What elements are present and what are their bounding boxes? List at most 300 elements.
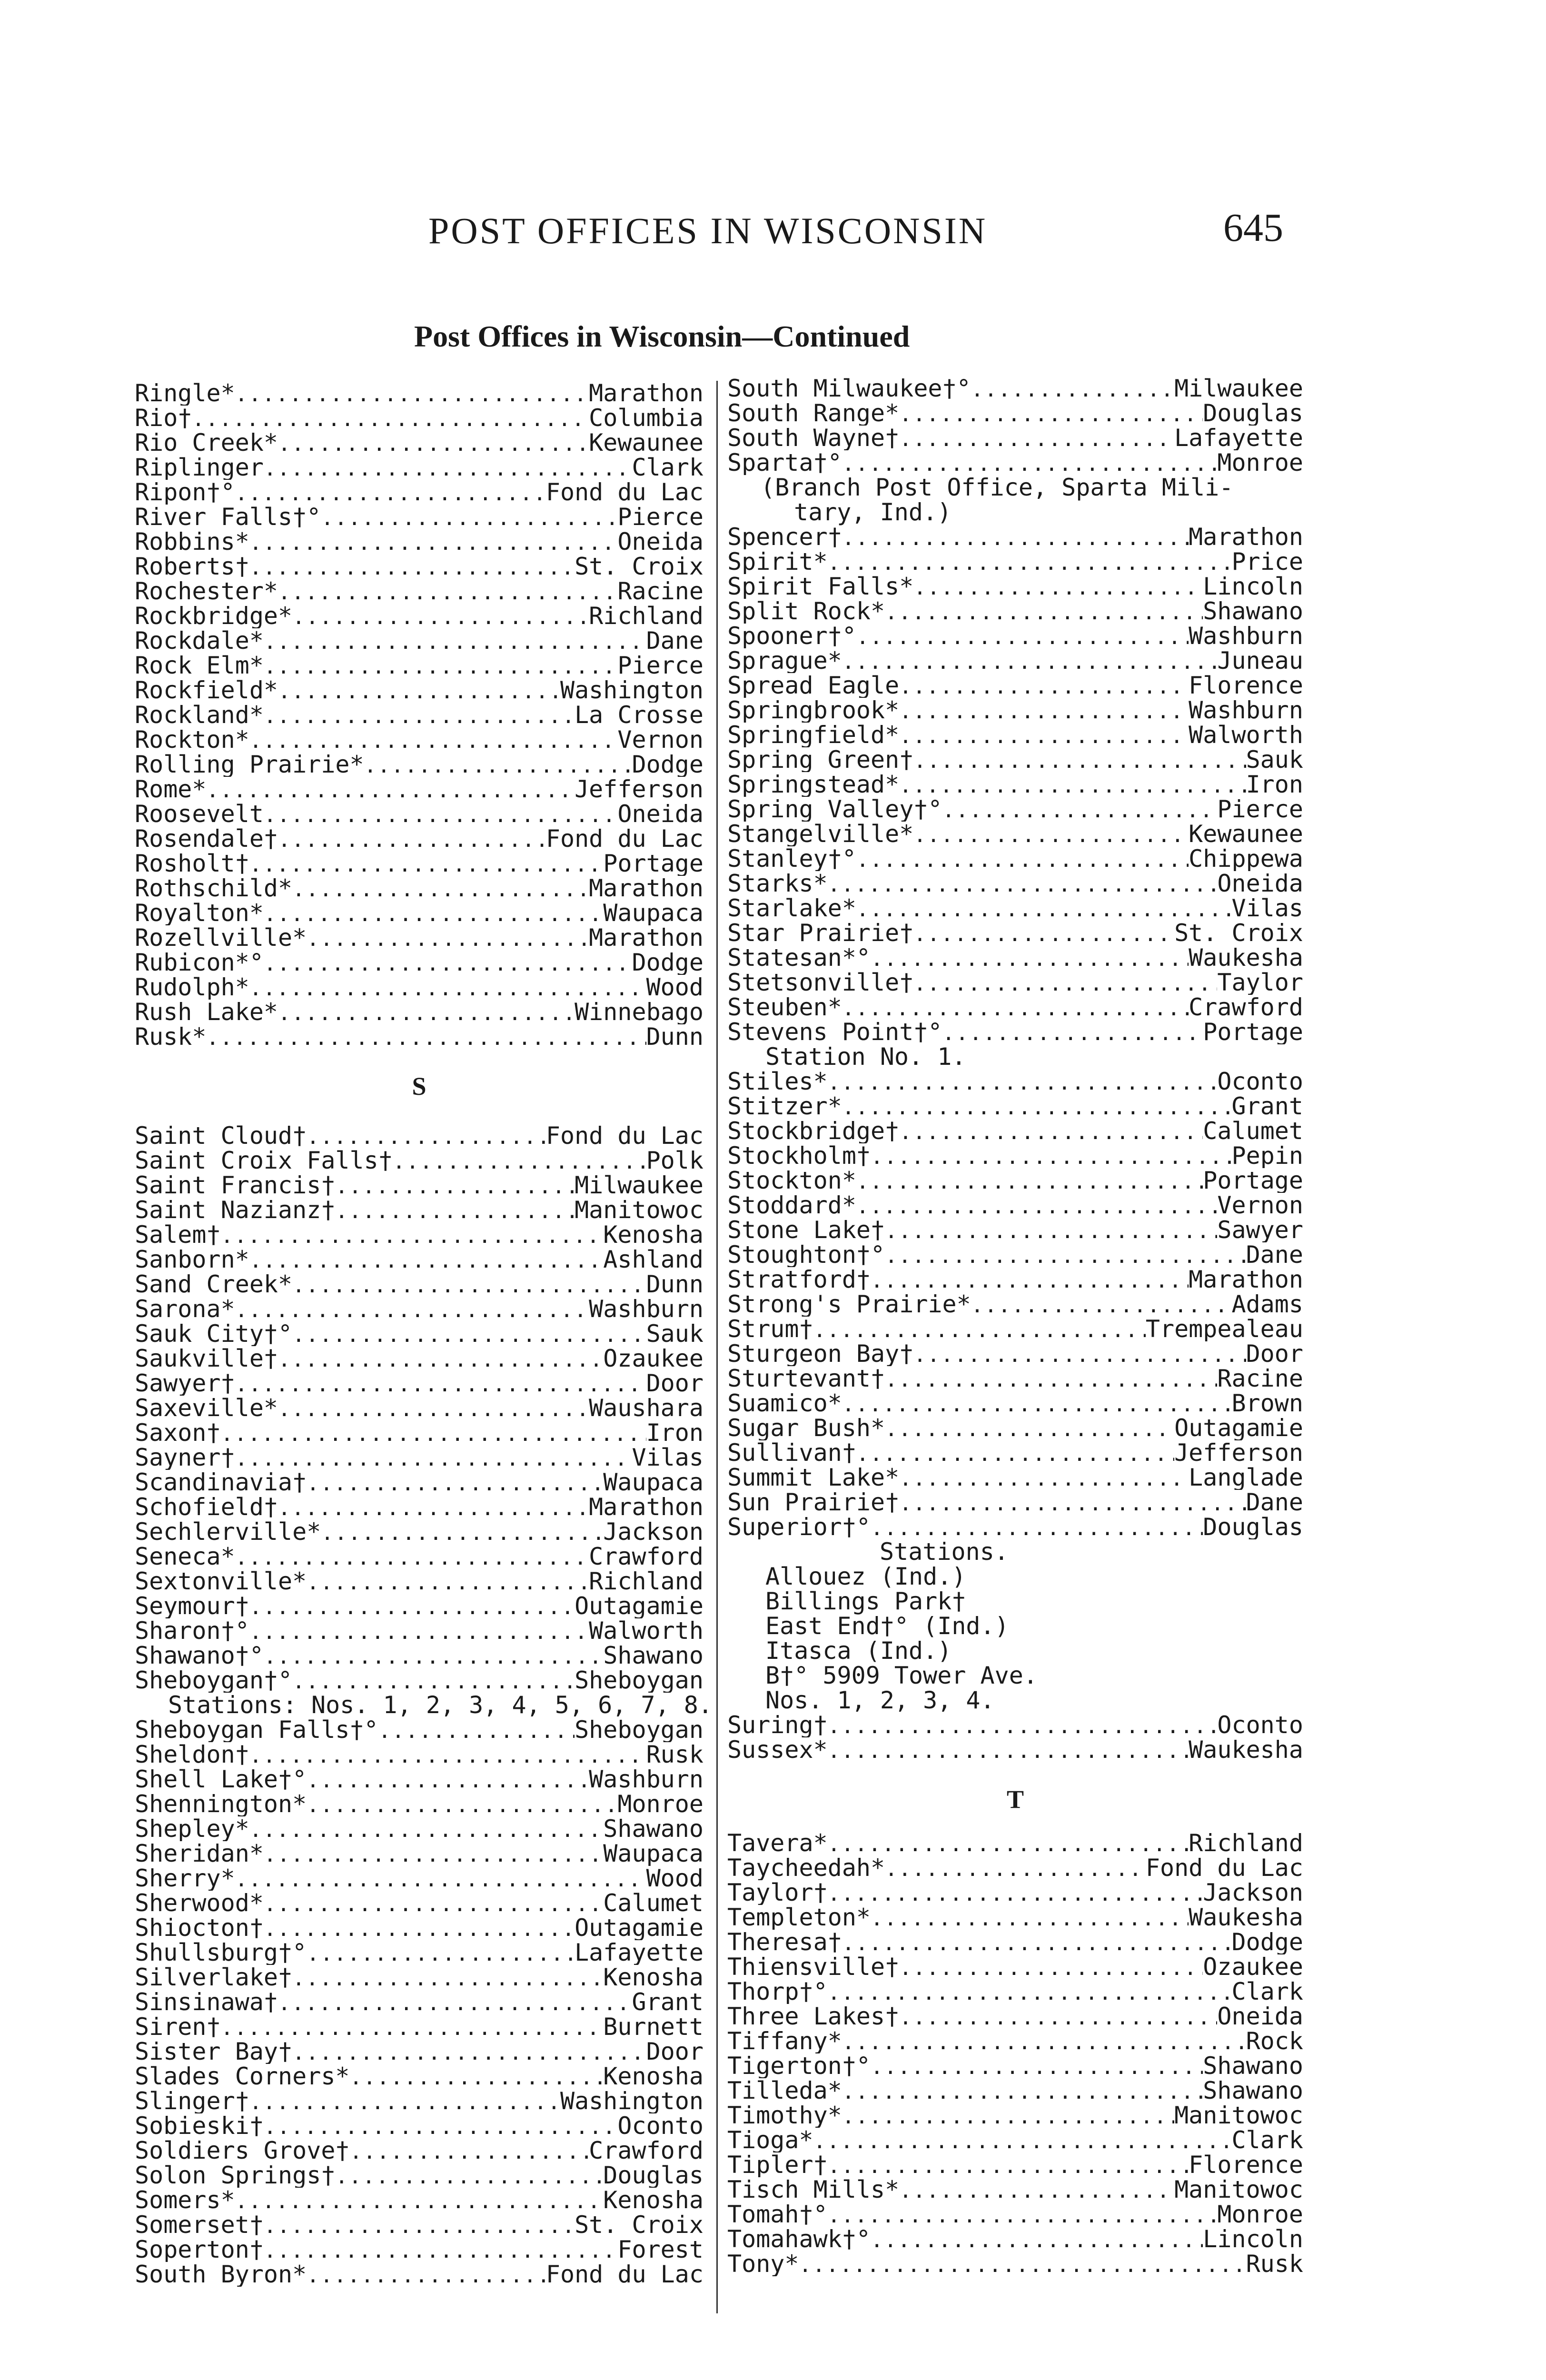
county-name: Waukesha — [1189, 1905, 1303, 1930]
county-name: Pierce — [617, 653, 704, 678]
post-office-entry — [727, 2128, 1303, 2152]
post-office-name: Rothschild* — [135, 876, 293, 901]
dot-leader — [264, 2115, 617, 2138]
county-name: Washburn — [1189, 624, 1303, 648]
post-office-entry — [727, 1737, 1303, 1762]
post-office-name: Saint Francis† — [135, 1173, 336, 1198]
station-note: B†° 5909 Tower Ave. — [765, 1662, 1038, 1689]
superior-stations-label: Stations. — [880, 1538, 1009, 1566]
post-office-entry — [135, 1519, 704, 1544]
county-name: Pepin — [1231, 1143, 1303, 1168]
post-office-entry — [727, 1366, 1303, 1391]
dot-leader — [842, 452, 1218, 475]
dot-leader — [828, 1981, 1232, 2004]
county-name: Lafayette — [575, 1940, 704, 1965]
post-office-entry — [727, 2152, 1303, 2177]
spacer — [135, 1099, 704, 1123]
dot-leader — [249, 1249, 603, 1272]
post-office-entry — [135, 1940, 704, 1965]
s-entries-list-c — [727, 1069, 1303, 1539]
county-name: Door — [1246, 1341, 1303, 1366]
dot-leader — [307, 927, 589, 950]
dot-leader — [292, 877, 589, 901]
post-office-entry — [135, 802, 704, 826]
post-office-name: Solon Springs† — [135, 2163, 336, 2188]
post-office-entry — [727, 1391, 1303, 1416]
county-name: Marathon — [589, 925, 704, 950]
post-office-name: Stoughton†° — [727, 1242, 885, 1267]
county-name: Outagamie — [1174, 1416, 1303, 1440]
post-office-entry — [727, 1465, 1303, 1490]
post-office-entry — [727, 1143, 1303, 1168]
dot-leader — [335, 2164, 603, 2188]
dot-leader — [971, 1293, 1232, 1317]
dot-leader — [264, 456, 632, 480]
dot-leader — [192, 407, 589, 430]
dot-leader — [899, 1956, 1203, 1979]
post-office-entry — [727, 549, 1303, 574]
post-office-entry — [727, 945, 1303, 970]
post-office-name: Tipler† — [727, 2152, 828, 2177]
post-office-name: Sayner† — [135, 1445, 235, 1470]
county-name: Waupaca — [603, 1470, 704, 1495]
dot-leader — [899, 402, 1203, 426]
dot-leader — [249, 853, 603, 876]
dot-leader — [292, 1966, 603, 1990]
post-office-entry — [727, 525, 1303, 549]
column-divider — [716, 381, 718, 2313]
dot-leader — [913, 1343, 1246, 1366]
county-name: Vilas — [632, 1445, 704, 1470]
county-name: Vernon — [617, 727, 704, 752]
dot-leader — [828, 2203, 1218, 2227]
post-office-entry — [135, 752, 704, 777]
dot-leader — [235, 1867, 646, 1891]
post-office-entry — [135, 2237, 704, 2262]
post-office-entry — [727, 921, 1303, 945]
post-office-name: Rockbridge* — [135, 604, 293, 628]
post-office-entry — [135, 1717, 704, 1742]
county-name: Rusk — [1246, 2251, 1303, 2276]
post-office-entry — [135, 1618, 704, 1643]
dot-leader — [828, 2154, 1189, 2177]
dot-leader — [264, 1892, 603, 1915]
post-office-name: Sugar Bush* — [727, 1416, 885, 1440]
county-name: Chippewa — [1189, 846, 1303, 871]
post-office-entry — [727, 648, 1303, 673]
county-name: Marathon — [589, 1495, 704, 1519]
dot-leader — [307, 1768, 589, 1792]
post-office-name: Rosholt† — [135, 851, 249, 876]
post-office-name: Tilleda* — [727, 2078, 842, 2103]
post-office-entry — [727, 871, 1303, 896]
dot-leader — [885, 1219, 1217, 1242]
post-office-entry — [135, 1222, 704, 1247]
post-office-entry — [135, 1643, 704, 1668]
county-name: Langlade — [1189, 1465, 1303, 1490]
post-office-name: Sheboygan†° — [135, 1668, 293, 1693]
dot-leader — [871, 2228, 1203, 2251]
county-name: Washburn — [589, 1297, 704, 1321]
post-office-name: Shullsburg†° — [135, 1940, 307, 1965]
post-office-entry — [135, 1544, 704, 1569]
county-name: Vilas — [1231, 896, 1303, 921]
post-office-entry — [135, 1891, 704, 1915]
dot-leader — [321, 506, 617, 529]
county-name: Fond du Lac — [1145, 1855, 1303, 1880]
dot-leader — [235, 1372, 646, 1396]
post-office-entry — [727, 1218, 1303, 1242]
county-name: Racine — [617, 579, 704, 604]
post-office-name: Sand Creek* — [135, 1272, 293, 1297]
dot-leader — [235, 382, 589, 406]
post-office-name: Strong's Prairie* — [727, 1292, 971, 1317]
dot-leader — [828, 1832, 1189, 1855]
dot-leader — [885, 1368, 1217, 1391]
t-entries-list — [727, 1831, 1303, 2276]
county-name: Milwaukee — [575, 1173, 704, 1198]
dot-leader — [350, 2065, 604, 2089]
dot-leader — [278, 580, 617, 604]
post-office-entry — [727, 1416, 1303, 1440]
post-office-entry — [135, 1990, 704, 2014]
dot-leader — [813, 1318, 1146, 1341]
post-office-name: Statesan*° — [727, 945, 871, 970]
post-office-entry — [135, 1445, 704, 1470]
dot-leader — [842, 2030, 1246, 2053]
county-name: Monroe — [1217, 2202, 1303, 2227]
county-name: Richland — [1189, 1831, 1303, 1855]
dot-leader — [899, 1491, 1246, 1515]
dot-leader — [264, 630, 646, 653]
post-office-entry — [727, 1317, 1303, 1341]
post-office-entry — [727, 1440, 1303, 1465]
post-office-entry — [135, 430, 704, 455]
dot-leader — [828, 873, 1218, 896]
county-name: Waukesha — [1189, 945, 1303, 970]
dot-leader — [221, 1224, 604, 1247]
dot-leader — [871, 1906, 1189, 1930]
dot-leader — [378, 1719, 575, 1742]
post-office-entry — [727, 1905, 1303, 1930]
dot-leader — [249, 1595, 575, 1618]
dot-leader — [828, 1882, 1203, 1905]
dot-leader — [264, 1645, 603, 1668]
post-office-name: Rockdale* — [135, 628, 264, 653]
county-name: Monroe — [617, 1792, 704, 1816]
post-office-name: Scandinavia† — [135, 1470, 307, 1495]
post-office-name: Seymour† — [135, 1594, 249, 1618]
county-name: Clark — [1231, 2128, 1303, 2152]
post-office-name: Tioga* — [727, 2128, 813, 2152]
dot-leader — [842, 650, 1218, 673]
county-name: Racine — [1217, 1366, 1303, 1391]
dot-leader — [335, 1199, 575, 1222]
post-office-entry — [727, 1267, 1303, 1292]
post-office-entry — [135, 1371, 704, 1396]
dot-leader — [885, 600, 1203, 624]
dot-leader — [249, 1620, 589, 1643]
county-name: Shawano — [1203, 2053, 1303, 2078]
post-office-entry — [135, 2113, 704, 2138]
post-office-name: Saxeville* — [135, 1396, 278, 1420]
county-name: Clark — [632, 455, 704, 480]
dot-leader — [856, 1442, 1174, 1465]
post-office-entry — [727, 723, 1303, 747]
county-name: Waukesha — [1189, 1737, 1303, 1762]
dot-leader — [913, 823, 1189, 846]
post-office-entry — [135, 901, 704, 925]
post-office-entry — [727, 1930, 1303, 1954]
post-office-name: Sun Prairie† — [727, 1490, 900, 1515]
post-office-name: Templeton* — [727, 1905, 871, 1930]
post-office-name: South Range* — [727, 401, 900, 426]
county-name: Washburn — [1189, 698, 1303, 723]
post-office-entry — [135, 1594, 704, 1618]
post-office-name: Rolling Prairie* — [135, 752, 364, 777]
post-office-entry — [135, 1866, 704, 1891]
county-name: Oconto — [1217, 1713, 1303, 1737]
post-office-entry — [135, 628, 704, 653]
post-office-entry — [135, 1148, 704, 1173]
station-note: Billings Park† — [765, 1587, 966, 1615]
county-name: Marathon — [589, 381, 704, 406]
post-office-entry — [135, 1297, 704, 1321]
county-name: Wood — [646, 975, 704, 1000]
dot-leader — [828, 551, 1232, 574]
dot-leader — [292, 1273, 646, 1297]
post-office-name: Stanley†° — [727, 846, 856, 871]
county-name: Price — [1231, 549, 1303, 574]
sheboygan-stations-note: Stations: Nos. 1, 2, 3, 4, 5, 6, 7, 8. — [168, 1691, 713, 1719]
dot-leader — [307, 1793, 617, 1816]
post-office-name: Tiffany* — [727, 2029, 842, 2053]
county-name: Crawford — [1189, 995, 1303, 1020]
county-name: Oconto — [617, 2113, 704, 2138]
dot-leader — [278, 1991, 632, 2014]
county-name: Brown — [1231, 1391, 1303, 1416]
post-office-entry — [727, 1242, 1303, 1267]
post-office-entry — [135, 703, 704, 727]
station-note: Itasca (Ind.) — [765, 1637, 952, 1665]
post-office-name: Taylor† — [727, 1880, 828, 1905]
dot-leader — [871, 1269, 1189, 1292]
county-name: Florence — [1189, 673, 1303, 698]
post-office-name: Silverlake† — [135, 1965, 293, 1990]
county-name: Trempealeau — [1145, 1317, 1303, 1341]
post-office-name: Spirit* — [727, 549, 828, 574]
post-office-name: Rudolph* — [135, 975, 249, 1000]
superior-stations-list — [727, 1564, 1303, 1713]
dot-leader — [221, 1422, 646, 1445]
county-name: Pierce — [617, 505, 704, 529]
dot-leader — [292, 1323, 646, 1346]
post-office-entry — [135, 2039, 704, 2064]
post-office-entry — [135, 975, 704, 1000]
post-office-entry — [135, 2163, 704, 2188]
post-office-name: Sherwood* — [135, 1891, 264, 1915]
post-office-name: Sextonville* — [135, 1569, 307, 1594]
dot-leader — [842, 526, 1189, 549]
dot-leader — [899, 2005, 1217, 2029]
dot-leader — [278, 1001, 575, 1024]
dot-leader — [235, 2189, 604, 2212]
post-office-name: Superior†° — [727, 1515, 871, 1539]
section-title: Post Offices in Wisconsin—Continued — [414, 319, 910, 353]
dot-leader — [899, 774, 1246, 797]
post-office-entry — [135, 1495, 704, 1519]
dot-leader — [871, 1145, 1231, 1168]
county-name: Kenosha — [603, 2188, 704, 2212]
post-office-name: Royalton* — [135, 901, 264, 925]
county-name: Oneida — [1217, 871, 1303, 896]
post-office-name: Rush Lake* — [135, 1000, 278, 1024]
dot-leader — [292, 2041, 646, 2064]
post-office-name: Springfield* — [727, 723, 900, 747]
dot-leader — [264, 902, 603, 925]
dot-leader — [899, 699, 1189, 723]
county-name: Vernon — [1217, 1193, 1303, 1218]
post-office-entry — [135, 925, 704, 950]
post-office-entry — [727, 1880, 1303, 1905]
post-office-entry — [135, 653, 704, 678]
post-office-entry — [727, 1954, 1303, 1979]
county-name: St. Croix — [1174, 921, 1303, 945]
post-office-entry — [135, 777, 704, 802]
post-office-entry — [727, 2004, 1303, 2029]
county-name: Marathon — [1189, 1267, 1303, 1292]
post-office-name: Spread Eagle — [727, 673, 900, 698]
post-office-name: Roosevelt — [135, 802, 264, 826]
sparta-note-line-2: tary, Ind.) — [794, 498, 952, 526]
post-office-name: Sparta†° — [727, 450, 842, 475]
post-office-entry — [135, 1024, 704, 1049]
county-name: Waupaca — [603, 1841, 704, 1866]
dot-leader — [942, 1021, 1203, 1044]
county-name: Sauk — [1246, 747, 1303, 772]
dot-leader — [235, 1298, 589, 1321]
county-name: Outagamie — [575, 1915, 704, 1940]
county-name: Monroe — [1217, 450, 1303, 475]
post-office-entry — [727, 2202, 1303, 2227]
dot-leader — [913, 575, 1203, 599]
post-office-name: Sprague* — [727, 648, 842, 673]
post-office-entry — [727, 1020, 1303, 1044]
post-office-entry — [727, 673, 1303, 698]
county-name: Kenosha — [603, 1222, 704, 1247]
county-name: Portage — [1203, 1168, 1303, 1193]
post-office-name: Spring Green† — [727, 747, 914, 772]
dot-leader — [842, 1392, 1232, 1416]
dot-leader — [264, 1917, 575, 1940]
post-office-name: Robbins* — [135, 529, 249, 554]
post-office-entry — [727, 1515, 1303, 1539]
post-office-name: Sturtevant† — [727, 1366, 885, 1391]
dot-leader — [235, 481, 546, 505]
post-office-name: Stangelville* — [727, 822, 914, 846]
s-entries-list-2 — [135, 1717, 704, 2287]
section-letter-t: T — [1006, 1785, 1024, 1814]
county-name: Fond du Lac — [545, 2262, 704, 2287]
post-office-entry — [727, 376, 1303, 401]
post-office-name: Rock Elm* — [135, 653, 264, 678]
dot-leader — [856, 897, 1232, 921]
post-office-name: Stitzer* — [727, 1094, 842, 1119]
post-office-entry — [135, 826, 704, 851]
post-office-entry — [135, 2064, 704, 2089]
county-name: Jefferson — [575, 777, 704, 802]
post-office-name: South Wayne† — [727, 426, 900, 450]
county-name: Marathon — [1189, 525, 1303, 549]
dot-leader — [335, 1174, 575, 1198]
dot-leader — [899, 1467, 1189, 1490]
post-office-entry — [727, 426, 1303, 450]
dot-leader — [856, 1194, 1217, 1218]
post-office-entry — [727, 698, 1303, 723]
sparta-note-line-1: (Branch Post Office, Sparta Mili- — [761, 474, 1234, 501]
county-name: Jackson — [1203, 1880, 1303, 1905]
dot-leader — [856, 1170, 1203, 1193]
county-name: Lafayette — [1174, 426, 1303, 450]
page-number: 645 — [1223, 206, 1283, 250]
dot-leader — [278, 828, 546, 851]
dot-leader — [249, 976, 646, 1000]
post-office-entry — [135, 1915, 704, 1940]
county-name: Lincoln — [1203, 2227, 1303, 2251]
post-office-entry — [727, 1831, 1303, 1855]
post-office-name: Rockton* — [135, 727, 249, 752]
post-office-name: Theresa† — [727, 1930, 842, 1954]
post-office-entry — [727, 1292, 1303, 1317]
dot-leader — [899, 427, 1174, 450]
post-office-name: Summit Lake* — [727, 1465, 900, 1490]
post-office-name: Sanborn* — [135, 1247, 249, 1272]
post-office-name: Spencer† — [727, 525, 842, 549]
county-name: Jackson — [603, 1519, 704, 1544]
dot-leader — [350, 2140, 589, 2163]
station-note: Allouez (Ind.) — [765, 1563, 966, 1590]
right-column — [727, 376, 1303, 2276]
s-entries-list-b — [727, 525, 1303, 1044]
post-office-name: Split Rock* — [727, 599, 885, 624]
dot-leader — [264, 952, 632, 975]
post-office-name: Slades Corners* — [135, 2064, 350, 2089]
post-office-name: Three Lakes† — [727, 2004, 900, 2029]
post-office-entry — [135, 727, 704, 752]
post-office-name: Star Prairie† — [727, 921, 914, 945]
post-office-entry — [135, 1247, 704, 1272]
post-office-name: Sechlerville* — [135, 1519, 321, 1544]
county-name: Fond du Lac — [545, 826, 704, 851]
post-office-name: Sullivan† — [727, 1440, 856, 1465]
county-name: Dane — [646, 628, 704, 653]
dot-leader — [207, 1026, 646, 1049]
post-office-entry — [135, 2212, 704, 2237]
county-name: Grant — [1231, 1094, 1303, 1119]
county-name: La Crosse — [575, 703, 704, 727]
county-name: Walworth — [589, 1618, 704, 1643]
post-office-name: Sawyer† — [135, 1371, 235, 1396]
post-office-name: South Milwaukee†° — [727, 376, 971, 401]
dot-leader — [885, 1857, 1146, 1880]
post-office-entry — [135, 2089, 704, 2113]
post-office-entry — [135, 851, 704, 876]
post-office-name: Saint Croix Falls† — [135, 1148, 393, 1173]
dot-leader — [842, 1931, 1232, 1954]
county-name: Kewaunee — [1189, 822, 1303, 846]
dot-leader — [828, 1739, 1189, 1762]
county-name: Grant — [632, 1990, 704, 2014]
